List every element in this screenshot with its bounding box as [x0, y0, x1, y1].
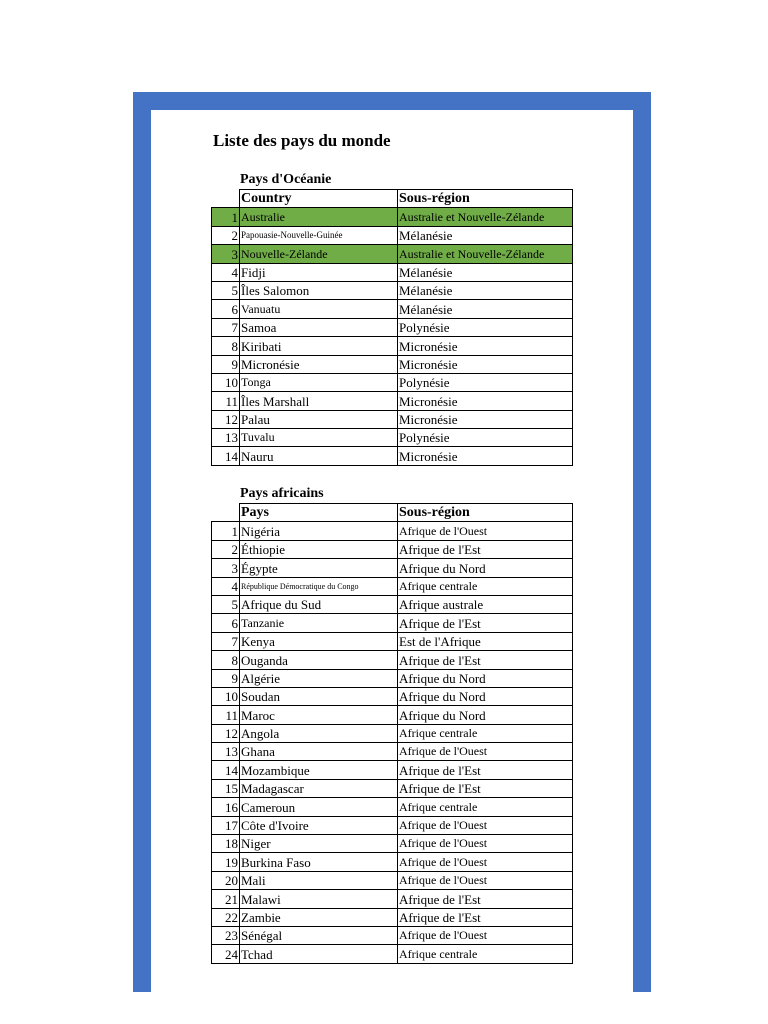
header-country: Country — [240, 190, 398, 208]
country-name: Fidji — [240, 263, 398, 281]
subregion-name: Australie et Nouvelle-Zélande — [398, 245, 573, 263]
subregion-name: Afrique centrale — [398, 577, 573, 595]
subregion-name: Micronésie — [398, 447, 573, 465]
header-blank-cell — [212, 190, 240, 208]
row-number: 1 — [212, 208, 240, 226]
subregion-name: Afrique australe — [398, 595, 573, 613]
table-row — [212, 595, 573, 613]
subregion-name: Afrique de l'Est — [398, 779, 573, 797]
table-row — [212, 559, 573, 577]
row-number: 12 — [212, 724, 240, 742]
table-row — [212, 687, 573, 705]
country-name: Tonga — [240, 373, 398, 391]
subregion-name: Mélanésie — [398, 300, 573, 318]
table-row — [212, 226, 573, 244]
subregion-name: Afrique du Nord — [398, 559, 573, 577]
subregion-name: Afrique de l'Est — [398, 614, 573, 632]
header-pays: Pays — [240, 504, 398, 522]
country-name: Soudan — [240, 687, 398, 705]
row-number: 20 — [212, 871, 240, 889]
country-name: Nigéria — [240, 522, 398, 540]
country-name: Niger — [240, 835, 398, 853]
country-name: Tanzanie — [240, 614, 398, 632]
row-number: 13 — [212, 743, 240, 761]
row-number: 9 — [212, 669, 240, 687]
row-number: 6 — [212, 614, 240, 632]
table-row — [212, 447, 573, 465]
subregion-name: Afrique du Nord — [398, 687, 573, 705]
country-name: Kenya — [240, 632, 398, 650]
subregion-name: Afrique centrale — [398, 798, 573, 816]
subregion-name: Micronésie — [398, 392, 573, 410]
country-name: Nouvelle-Zélande — [240, 245, 398, 263]
country-name: République Démocratique du Congo — [240, 577, 398, 595]
subregion-name: Afrique de l'Est — [398, 651, 573, 669]
row-number: 10 — [212, 373, 240, 391]
country-name: Palau — [240, 410, 398, 428]
country-name: Madagascar — [240, 779, 398, 797]
table-row — [212, 835, 573, 853]
header-subregion: Sous-région — [398, 504, 573, 522]
row-number: 7 — [212, 318, 240, 336]
table-row — [212, 300, 573, 318]
country-name: Micronésie — [240, 355, 398, 373]
table-row — [212, 853, 573, 871]
country-name: Îles Salomon — [240, 281, 398, 299]
country-name: Îles Marshall — [240, 392, 398, 410]
country-name: Zambie — [240, 908, 398, 926]
row-number: 4 — [212, 577, 240, 595]
row-number: 19 — [212, 853, 240, 871]
country-name: Mali — [240, 871, 398, 889]
country-name: Ouganda — [240, 651, 398, 669]
table-row — [212, 540, 573, 558]
table-row — [212, 281, 573, 299]
subregion-name: Afrique de l'Est — [398, 908, 573, 926]
row-number: 21 — [212, 890, 240, 908]
row-number: 23 — [212, 926, 240, 944]
subregion-name: Mélanésie — [398, 281, 573, 299]
subregion-name: Polynésie — [398, 373, 573, 391]
row-number: 8 — [212, 651, 240, 669]
table-row — [212, 724, 573, 742]
country-name: Algérie — [240, 669, 398, 687]
table-row — [212, 798, 573, 816]
row-number: 4 — [212, 263, 240, 281]
row-number: 8 — [212, 337, 240, 355]
row-number: 11 — [212, 706, 240, 724]
country-name: Côte d'Ivoire — [240, 816, 398, 834]
table-row — [212, 890, 573, 908]
subregion-name: Afrique du Nord — [398, 669, 573, 687]
subregion-name: Est de l'Afrique — [398, 632, 573, 650]
oceania-header-row — [212, 190, 573, 208]
header-subregion: Sous-région — [398, 190, 573, 208]
country-name: Kiribati — [240, 337, 398, 355]
country-name: Tuvalu — [240, 429, 398, 447]
row-number: 24 — [212, 945, 240, 963]
country-name: Papouasie-Nouvelle-Guinée — [240, 226, 398, 244]
subregion-name: Micronésie — [398, 337, 573, 355]
table-row — [212, 522, 573, 540]
table-row — [212, 392, 573, 410]
africa-table — [211, 503, 573, 964]
row-number: 5 — [212, 281, 240, 299]
table-row — [212, 410, 573, 428]
country-name: Nauru — [240, 447, 398, 465]
subregion-name: Afrique centrale — [398, 724, 573, 742]
country-name: Samoa — [240, 318, 398, 336]
country-name: Éthiopie — [240, 540, 398, 558]
table-row — [212, 577, 573, 595]
subregion-name: Afrique de l'Ouest — [398, 853, 573, 871]
table-row — [212, 779, 573, 797]
oceania-table — [211, 189, 573, 466]
row-number: 10 — [212, 687, 240, 705]
table-row — [212, 871, 573, 889]
table-row — [212, 318, 573, 336]
table-row — [212, 263, 573, 281]
row-number: 5 — [212, 595, 240, 613]
subregion-name: Afrique de l'Ouest — [398, 816, 573, 834]
subregion-name: Australie et Nouvelle-Zélande — [398, 208, 573, 226]
table-row — [212, 945, 573, 963]
table-row — [212, 208, 573, 226]
country-name: Australie — [240, 208, 398, 226]
country-name: Angola — [240, 724, 398, 742]
row-number: 1 — [212, 522, 240, 540]
subregion-name: Afrique de l'Est — [398, 890, 573, 908]
country-name: Malawi — [240, 890, 398, 908]
subregion-name: Polynésie — [398, 318, 573, 336]
subregion-name: Afrique de l'Ouest — [398, 871, 573, 889]
subregion-name: Afrique de l'Ouest — [398, 743, 573, 761]
document-title: Liste des pays du monde — [213, 131, 391, 150]
country-name: Cameroun — [240, 798, 398, 816]
row-number: 3 — [212, 245, 240, 263]
row-number: 6 — [212, 300, 240, 318]
country-name: Burkina Faso — [240, 853, 398, 871]
africa-section-title: Pays africains — [240, 486, 324, 501]
table-row — [212, 651, 573, 669]
country-name: Tchad — [240, 945, 398, 963]
subregion-name: Afrique de l'Est — [398, 540, 573, 558]
subregion-name: Micronésie — [398, 355, 573, 373]
table-row — [212, 706, 573, 724]
table-row — [212, 743, 573, 761]
row-number: 7 — [212, 632, 240, 650]
row-number: 22 — [212, 908, 240, 926]
row-number: 2 — [212, 226, 240, 244]
row-number: 14 — [212, 447, 240, 465]
country-name: Égypte — [240, 559, 398, 577]
subregion-name: Polynésie — [398, 429, 573, 447]
row-number: 2 — [212, 540, 240, 558]
country-name: Vanuatu — [240, 300, 398, 318]
subregion-name: Micronésie — [398, 410, 573, 428]
table-row — [212, 908, 573, 926]
table-row — [212, 429, 573, 447]
table-row — [212, 337, 573, 355]
header-blank-cell — [212, 504, 240, 522]
row-number: 13 — [212, 429, 240, 447]
row-number: 18 — [212, 835, 240, 853]
row-number: 16 — [212, 798, 240, 816]
country-name: Mozambique — [240, 761, 398, 779]
row-number: 14 — [212, 761, 240, 779]
table-row — [212, 632, 573, 650]
subregion-name: Afrique de l'Est — [398, 761, 573, 779]
row-number: 17 — [212, 816, 240, 834]
row-number: 12 — [212, 410, 240, 428]
oceania-section-title: Pays d'Océanie — [240, 172, 332, 187]
row-number: 11 — [212, 392, 240, 410]
country-name: Maroc — [240, 706, 398, 724]
country-name: Ghana — [240, 743, 398, 761]
country-name: Sénégal — [240, 926, 398, 944]
subregion-name: Mélanésie — [398, 263, 573, 281]
table-row — [212, 669, 573, 687]
table-row — [212, 614, 573, 632]
table-row — [212, 245, 573, 263]
subregion-name: Mélanésie — [398, 226, 573, 244]
row-number: 15 — [212, 779, 240, 797]
table-row — [212, 816, 573, 834]
table-row — [212, 926, 573, 944]
row-number: 3 — [212, 559, 240, 577]
subregion-name: Afrique de l'Ouest — [398, 835, 573, 853]
subregion-name: Afrique du Nord — [398, 706, 573, 724]
table-row — [212, 761, 573, 779]
row-number: 9 — [212, 355, 240, 373]
africa-header-row — [212, 504, 573, 522]
subregion-name: Afrique de l'Ouest — [398, 926, 573, 944]
table-row — [212, 373, 573, 391]
country-name: Afrique du Sud — [240, 595, 398, 613]
subregion-name: Afrique de l'Ouest — [398, 522, 573, 540]
subregion-name: Afrique centrale — [398, 945, 573, 963]
table-row — [212, 355, 573, 373]
